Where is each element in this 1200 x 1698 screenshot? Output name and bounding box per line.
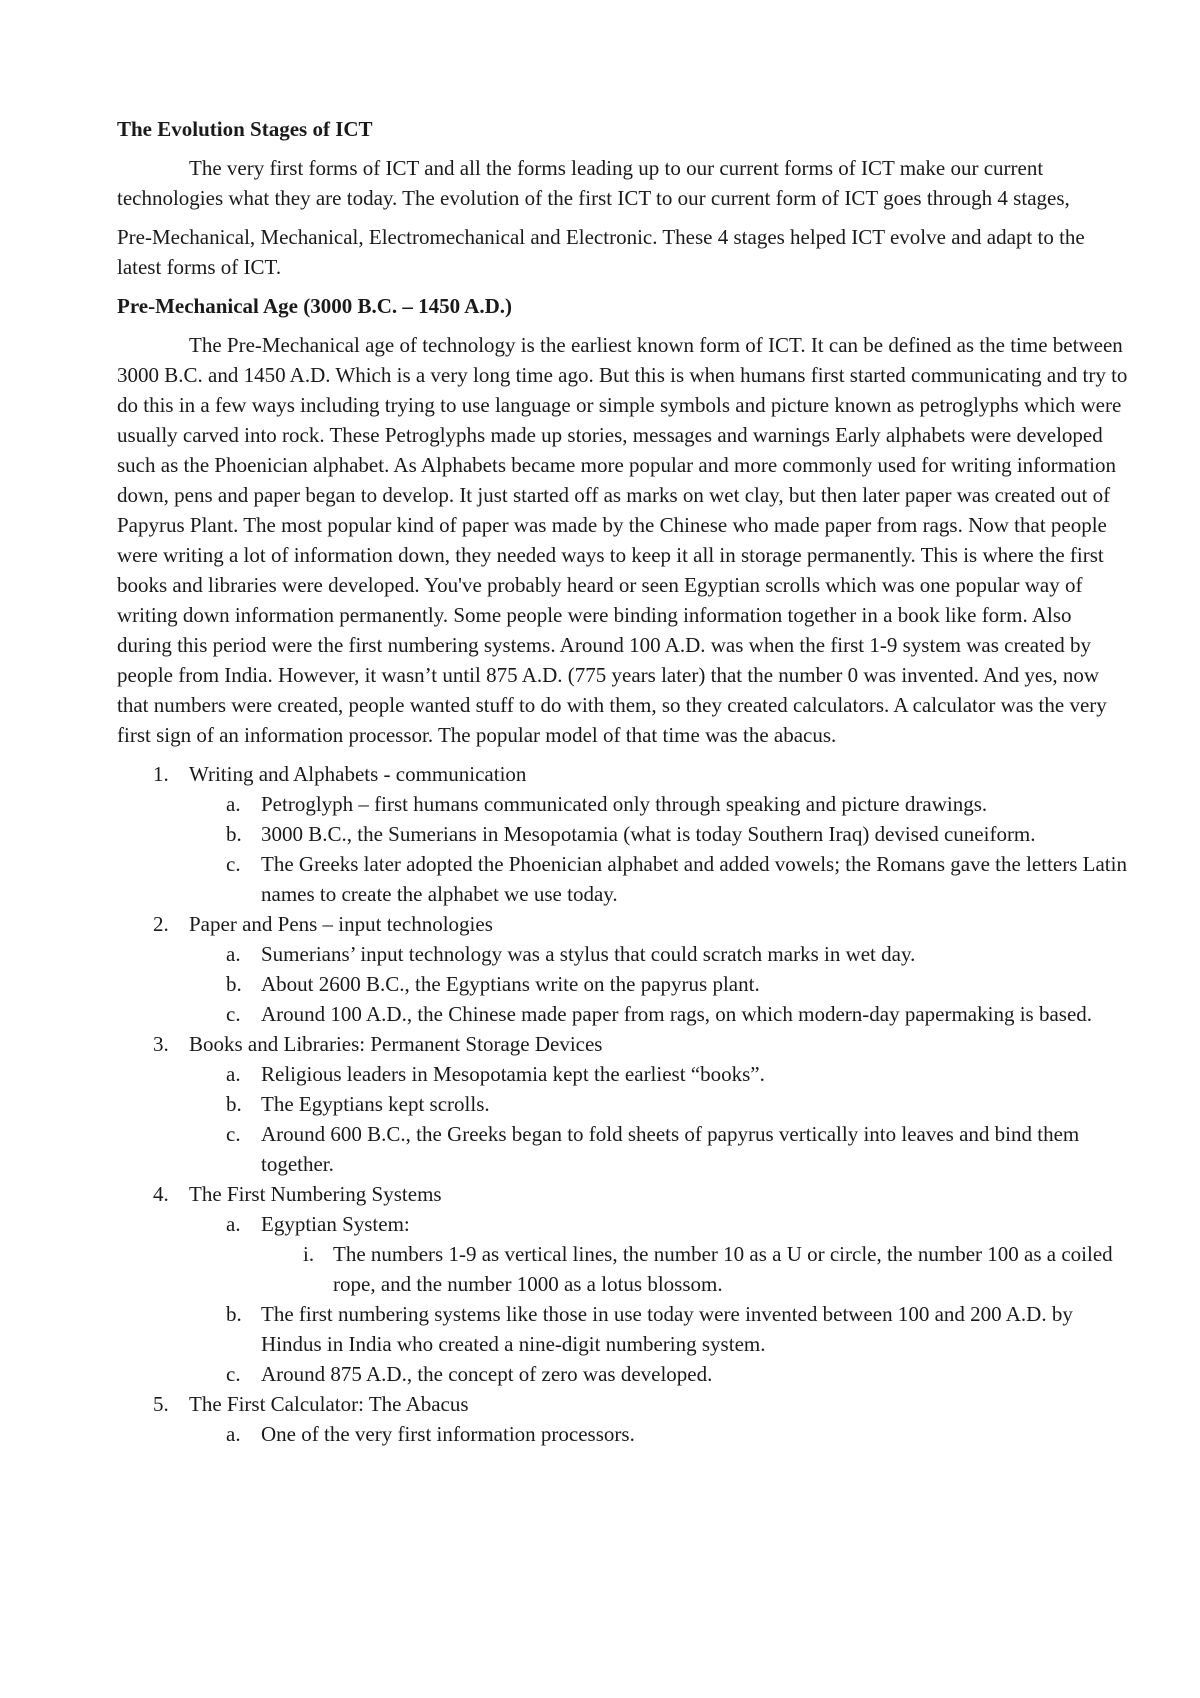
sub-list-letter: a.	[226, 792, 241, 816]
sub-list-item	[117, 969, 1130, 999]
sub-list-item-text: The Egyptians kept scrolls.	[261, 1092, 490, 1116]
list-item	[117, 759, 1130, 789]
section-paragraph: The Pre-Mechanical age of technology is the earliest known form of ICT. It can be defined as the time between 3000 B.C. and 1450 A.D. Which is a very long time ago. But this is when humans first started communicating and try to do this in a few ways including trying to use language or simple symbols and picture known as petroglyphs which were usually carved into rock. These Petroglyphs made up stories, messages and warnings Early alphabets were developed such as the Phoenician alphabet. As Alphabets became more popular and more commonly used for writing information down, pens and paper began to develop. It just started off as marks on wet clay, but then later paper was created out of Papyrus Plant. The most popular kind of paper was made by the Chinese who made paper from rags. Now that people were writing a lot of information down, they needed ways to keep it all in storage permanently. This is where the first books and libraries were developed. You've probably heard or seen Egyptian scrolls which was one popular way of writing down information permanently. Some people were binding information together in a book like form. Also during this period were the first numbering systems. Around 100 A.D. was when the first 1-9 system was created by people from India. However, it wasn’t until 875 A.D. (775 years later) that the number 0 was invented. And yes, now that numbers were created, people wanted stuff to do with them, so they created calculators. A calculator was the very first sign of an information processor. The popular model of that time was the abacus.	[117, 333, 1128, 747]
list-number: 3.	[153, 1032, 169, 1056]
sub-list-letter: c.	[226, 1362, 241, 1386]
sub-list-item-text: The first numbering systems like those in use today were invented between 100 and 200 A.D. by Hindus in India who created a nine-digit numbering system.	[261, 1302, 1073, 1356]
list-number: 4.	[153, 1182, 169, 1206]
sub-list-letter: b.	[226, 1092, 242, 1116]
sub-list-letter: b.	[226, 822, 242, 846]
numbered-list	[117, 759, 1130, 1449]
sub-list-item	[117, 1089, 1130, 1119]
sub-list-item	[117, 1119, 1130, 1179]
sub-list-item-text: Religious leaders in Mesopotamia kept the earliest “books”.	[261, 1062, 765, 1086]
sub-list-item	[117, 1059, 1130, 1089]
intro-paragraph: The very first forms of ICT and all the forms leading up to our current forms of ICT make our current technologies what they are today. The evolution of the first ICT to our current form of ICT goes through 4 stages,	[117, 156, 1070, 210]
list-item	[117, 1389, 1130, 1419]
sub-list-item-text: Petroglyph – first humans communicated only through speaking and picture drawings.	[261, 792, 988, 816]
list-item-text: The First Calculator: The Abacus	[189, 1392, 469, 1416]
sub-list-item	[117, 1299, 1130, 1359]
sub-list-item-text: One of the very first information processors.	[261, 1422, 635, 1446]
sub-list-item	[117, 1419, 1130, 1449]
sub-list-item	[117, 1359, 1130, 1389]
sub-list-item	[117, 819, 1130, 849]
sub-list-item	[117, 999, 1130, 1029]
sub-list-letter: c.	[226, 1002, 241, 1026]
sub-list-letter: a.	[226, 942, 241, 966]
list-item-text: Paper and Pens – input technologies	[189, 912, 493, 936]
list-item-text: Books and Libraries: Permanent Storage Devices	[189, 1032, 603, 1056]
document-title: The Evolution Stages of ICT	[117, 117, 373, 141]
list-number: 2.	[153, 912, 169, 936]
sub-list-item-text: Around 100 A.D., the Chinese made paper from rags, on which modern-day papermaking is based.	[261, 1002, 1093, 1026]
sub-list-letter: c.	[226, 1122, 241, 1146]
sub-list-item-text: Egyptian System:	[261, 1212, 410, 1236]
list-item	[117, 1029, 1130, 1059]
sub-list-item	[117, 849, 1130, 909]
sub-list-letter: a.	[226, 1212, 241, 1236]
sub-list-item-text: Around 600 B.C., the Greeks began to fold sheets of papyrus vertically into leaves and bind them together.	[261, 1122, 1080, 1176]
sub-list-item-text: 3000 B.C., the Sumerians in Mesopotamia (what is today Southern Iraq) devised cuneiform.	[261, 822, 1036, 846]
list-number: 1.	[153, 762, 169, 786]
sub-list-letter: a.	[226, 1062, 241, 1086]
list-item	[117, 1179, 1130, 1209]
sub-list-item-text: Around 875 A.D., the concept of zero was developed.	[261, 1362, 713, 1386]
sub-list-item-text: The Greeks later adopted the Phoenician alphabet and added vowels; the Romans gave the letters Latin names to create the alphabet we use today.	[261, 852, 1127, 906]
list-item	[117, 909, 1130, 939]
sub-list-letter: a.	[226, 1422, 241, 1446]
sub-list-letter: b.	[226, 1302, 242, 1326]
sub-list-letter: c.	[226, 852, 241, 876]
list-item-text: The First Numbering Systems	[189, 1182, 442, 1206]
sub-list-item-text: Sumerians’ input technology was a stylus that could scratch marks in wet day.	[261, 942, 916, 966]
sub-list-letter: b.	[226, 972, 242, 996]
section-heading: Pre-Mechanical Age (3000 B.C. – 1450 A.D.)	[117, 294, 513, 318]
sub-sub-list-item	[117, 1239, 1130, 1299]
intro-paragraph-continued: Pre-Mechanical, Mechanical, Electromechanical and Electronic. These 4 stages helped ICT evolve and adapt to the latest forms of ICT.	[117, 225, 1085, 279]
sub-list-item	[117, 939, 1130, 969]
sub-sub-list-numeral: i.	[303, 1242, 315, 1266]
sub-list-item	[117, 1209, 1130, 1239]
sub-list-item-text: About 2600 B.C., the Egyptians write on the papyrus plant.	[261, 972, 760, 996]
list-item-text: Writing and Alphabets - communication	[189, 762, 527, 786]
list-number: 5.	[153, 1392, 169, 1416]
sub-list-item	[117, 789, 1130, 819]
sub-sub-list-item-text: The numbers 1-9 as vertical lines, the number 10 as a U or circle, the number 100 as a coiled rope, and the number 1000 as a lotus blossom.	[333, 1242, 1113, 1296]
